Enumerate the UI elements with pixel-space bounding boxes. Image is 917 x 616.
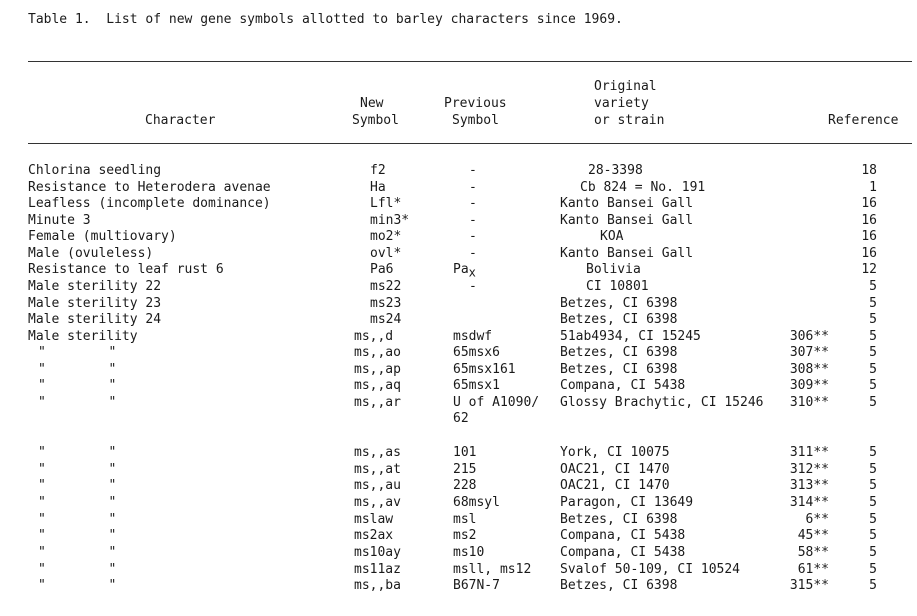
row-character: " " (38, 495, 117, 510)
row-original-variety: Compana, CI 5438 (560, 528, 686, 543)
row-original-variety: Glossy Brachytic, CI 15246 (560, 395, 764, 410)
header-original-1: Original (594, 79, 657, 94)
row-previous-symbol: 228 (453, 478, 477, 493)
caption-label: Table 1. (28, 12, 91, 27)
row-previous-symbol: - (469, 180, 477, 195)
row-character: " " (38, 445, 117, 460)
row-number: 58** (797, 545, 829, 560)
row-character: " " (38, 512, 117, 527)
row-number: 309** (789, 378, 829, 393)
row-previous-symbol: ms2 (453, 528, 477, 543)
row-previous-symbol: B67N-7 (453, 578, 500, 593)
row-previous-symbol: msl (453, 512, 477, 527)
row-reference: 16 (861, 196, 877, 211)
row-number: 311** (789, 445, 829, 460)
row-original-variety: 51ab4934, CI 15245 (560, 329, 701, 344)
row-new-symbol: mslaw (354, 512, 394, 527)
row-new-symbol: ms,,au (354, 478, 401, 493)
row-new-symbol: ms,,ba (354, 578, 401, 593)
row-reference: 5 (869, 462, 877, 477)
row-reference: 5 (869, 312, 877, 327)
row-character: " " (38, 528, 117, 543)
row-character: " " (38, 545, 117, 560)
row-reference: 5 (869, 395, 877, 410)
row-new-symbol: ovl* (370, 246, 402, 261)
row-previous-symbol: - (469, 246, 477, 261)
row-new-symbol: Ha (370, 180, 386, 195)
row-new-symbol: Lfl* (370, 196, 402, 211)
row-character: Minute 3 (28, 213, 91, 228)
row-original-variety: Paragon, CI 13649 (560, 495, 694, 510)
row-character: Resistance to leaf rust 6 (28, 262, 224, 277)
row-character: " " (38, 345, 117, 360)
row-new-symbol: ms,,at (354, 462, 401, 477)
row-previous-subscript: x (468, 265, 476, 280)
row-new-symbol: ms24 (370, 312, 402, 327)
row-reference: 5 (869, 495, 877, 510)
row-previous-symbol: 215 (453, 462, 477, 477)
row-reference: 16 (861, 246, 877, 261)
row-reference: 5 (869, 296, 877, 311)
row-new-symbol: ms,,av (354, 495, 401, 510)
row-character: Male (ovuleless) (28, 246, 154, 261)
row-new-symbol: ms,,ar (354, 395, 401, 410)
row-original-variety: Betzes, CI 6398 (560, 312, 678, 327)
row-original-variety: Betzes, CI 6398 (560, 578, 678, 593)
row-previous-symbol: U of A1090/ (453, 395, 540, 410)
row-number: 6** (805, 512, 829, 527)
row-previous-symbol: 68msyl (453, 495, 500, 510)
row-new-symbol: Pa6 (370, 262, 394, 277)
row-previous-symbol-cont: 62 (453, 411, 469, 426)
row-previous-symbol: 65msx161 (453, 362, 516, 377)
row-new-symbol: ms,,ap (354, 362, 401, 377)
row-original-variety: Kanto Bansei Gall (560, 213, 694, 228)
row-number: 45** (797, 528, 829, 543)
row-previous-symbol: $Pa_x$ (453, 262, 476, 280)
row-previous-symbol: msll, ms12 (453, 562, 532, 577)
row-previous-symbol: 101 (453, 445, 477, 460)
row-previous-symbol: - (469, 279, 477, 294)
row-number: 310** (789, 395, 829, 410)
row-number: 313** (789, 478, 829, 493)
row-new-symbol: mo2* (370, 229, 402, 244)
header-new-symbol-2: Symbol (352, 113, 399, 128)
header-previous-symbol-2: Symbol (452, 113, 499, 128)
row-reference: 16 (861, 229, 877, 244)
header-original-2: variety (594, 96, 649, 111)
row-reference: 5 (869, 512, 877, 527)
row-character: " " (38, 462, 117, 477)
caption-text: List of new gene symbols allotted to barley characters since 1969. (106, 12, 623, 27)
row-reference: 5 (869, 279, 877, 294)
row-original-variety: Kanto Bansei Gall (560, 246, 694, 261)
row-previous-symbol: - (469, 229, 477, 244)
header-character: Character (145, 113, 216, 128)
row-reference: 5 (869, 329, 877, 344)
row-reference: 12 (861, 262, 877, 277)
row-number: 308** (789, 362, 829, 377)
row-original-variety: York, CI 10075 (560, 445, 670, 460)
row-character: Male sterility 23 (28, 296, 162, 311)
row-previous-symbol: 65msx6 (453, 345, 500, 360)
row-original-variety: Betzes, CI 6398 (560, 345, 678, 360)
header-rule (28, 143, 912, 144)
row-previous-symbol: ms10 (453, 545, 485, 560)
row-previous-symbol: - (469, 196, 477, 211)
header-original-3: or strain (594, 113, 665, 128)
row-character: Male sterility (28, 329, 138, 344)
row-number: 314** (789, 495, 829, 510)
row-character: Female (multiovary) (28, 229, 177, 244)
row-reference: 5 (869, 345, 877, 360)
row-number: 306** (789, 329, 829, 344)
row-character: Resistance to Heterodera avenae (28, 180, 271, 195)
row-new-symbol: ms23 (370, 296, 402, 311)
row-reference: 5 (869, 562, 877, 577)
row-new-symbol: ms2ax (354, 528, 394, 543)
row-original-variety: OAC21, CI 1470 (560, 462, 670, 477)
row-previous-symbol: - (469, 163, 477, 178)
row-character: " " (38, 378, 117, 393)
table-caption (28, 12, 623, 28)
row-new-symbol: ms,,d (354, 329, 394, 344)
row-character: Chlorina seedling (28, 163, 162, 178)
row-character: " " (38, 478, 117, 493)
row-original-variety: Betzes, CI 6398 (560, 512, 678, 527)
row-character: " " (38, 578, 117, 593)
row-number: 307** (789, 345, 829, 360)
row-new-symbol: ms,,as (354, 445, 401, 460)
row-character: " " (38, 362, 117, 377)
row-reference: 5 (869, 578, 877, 593)
row-original-variety: 28-3398 (588, 163, 643, 178)
header-reference: Reference (828, 113, 899, 128)
row-previous-symbol: - (469, 213, 477, 228)
row-reference: 5 (869, 545, 877, 560)
row-reference: 5 (869, 528, 877, 543)
row-reference: 5 (869, 478, 877, 493)
row-previous-symbol: msdwf (453, 329, 493, 344)
row-original-variety: Betzes, CI 6398 (560, 362, 678, 377)
row-reference: 18 (861, 163, 877, 178)
row-character: Male sterility 22 (28, 279, 162, 294)
row-character: Leafless (incomplete dominance) (28, 196, 271, 211)
row-number: 315** (789, 578, 829, 593)
row-original-variety: Cb 824 = No. 191 (580, 180, 706, 195)
row-new-symbol: ms,,ao (354, 345, 401, 360)
row-reference: 5 (869, 445, 877, 460)
row-new-symbol: min3* (370, 213, 410, 228)
row-original-variety: Compana, CI 5438 (560, 378, 686, 393)
row-original-variety: CI 10801 (586, 279, 649, 294)
row-reference: 1 (869, 180, 877, 195)
row-character: Male sterility 24 (28, 312, 162, 327)
row-new-symbol: ms11az (354, 562, 401, 577)
row-character: " " (38, 395, 117, 410)
top-rule (28, 61, 912, 62)
row-new-symbol: ms,,aq (354, 378, 401, 393)
row-original-variety: Kanto Bansei Gall (560, 196, 694, 211)
row-original-variety: OAC21, CI 1470 (560, 478, 670, 493)
row-original-variety: Betzes, CI 6398 (560, 296, 678, 311)
row-number: 61** (797, 562, 829, 577)
row-new-symbol: ms22 (370, 279, 402, 294)
row-original-variety: KOA (600, 229, 624, 244)
row-original-variety: Compana, CI 5438 (560, 545, 686, 560)
row-reference: 16 (861, 213, 877, 228)
header-new-symbol-1: New (360, 96, 384, 111)
row-reference: 5 (869, 378, 877, 393)
row-new-symbol: f2 (370, 163, 386, 178)
row-original-variety: Svalof 50-109, CI 10524 (560, 562, 741, 577)
row-new-symbol: ms10ay (354, 545, 401, 560)
row-previous-symbol: 65msx1 (453, 378, 500, 393)
header-previous-symbol-1: Previous (444, 96, 507, 111)
row-number: 312** (789, 462, 829, 477)
row-character: " " (38, 562, 117, 577)
row-reference: 5 (869, 362, 877, 377)
row-original-variety: Bolivia (586, 262, 641, 277)
